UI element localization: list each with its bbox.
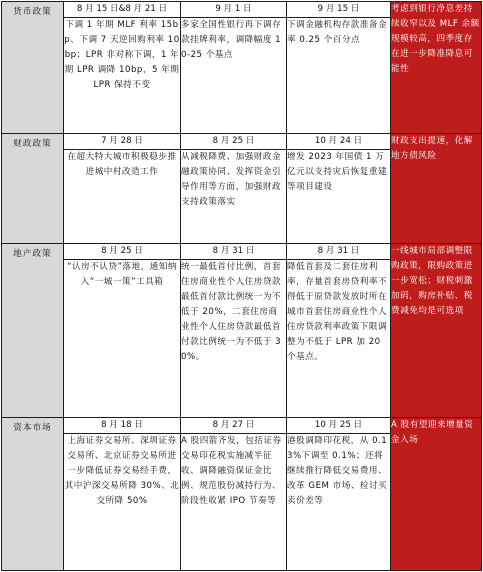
date-label: 8 月 31 日 <box>212 246 255 256</box>
content-cell: 上海证券交易所、深圳证券交易所、北京证券交易所进一步降低证券交易经手费，其中沪深交易所降 30%、北交所降 50% <box>64 434 181 571</box>
content-cell: 下调 1 年期 MLF 利率 15bp、下调 7 天逆回购利率 10bp；LPR 非对称下调，1 年期 LPR 调降 10bp，5 年期 LPR 保持不变 <box>64 18 181 134</box>
content-cell: 下调金融机构存款准备金率 0.25 个百分点 <box>287 18 391 134</box>
content-cell: 增发 2023 年国债 1 万亿元以支持灾后恢复重建等项目建设 <box>287 150 391 244</box>
date-label: 10 月 25 日 <box>314 420 363 430</box>
remark-cell-capital-market <box>391 418 482 571</box>
monetary-policy-date-row <box>2 2 482 18</box>
category-label: 货币政策 <box>13 7 52 17</box>
date-cell <box>64 418 181 434</box>
date-cell <box>181 134 287 150</box>
category-cell-monetary <box>2 2 64 134</box>
fiscal-policy-date-row <box>2 134 482 150</box>
content-cell: 多家全国性银行再下调存款挂牌利率，调降幅度 10-25 个基点 <box>181 18 287 134</box>
date-cell <box>64 2 181 18</box>
content-cell: 统一最低首付比例，首套住房商业性个人住房贷款最低首付款比例统一为不低于 20%，二套住房商业性个人住房贷款最低首付款比例统一为不低于 30%。 <box>181 260 287 418</box>
date-label: 8 月 25 日 <box>101 246 143 256</box>
date-label: 8 月 18 日 <box>101 420 143 430</box>
date-label: 8 月 15 日&8 月 21 日 <box>76 4 168 14</box>
date-label: 8 月 31 日 <box>317 246 360 256</box>
content-cell: 在超大特大城市积极稳步推进城中村改造工作 <box>64 150 181 244</box>
policy-table <box>1 1 482 571</box>
category-cell-capital-market <box>2 418 64 571</box>
date-cell <box>287 2 391 18</box>
content-cell: “认房不认贷”落地，通知纳入“一城一策”工具箱 <box>64 260 181 418</box>
remark-text: 财政支出提速，化解地方债风险 <box>391 136 473 161</box>
remark-text: A 股有望迎来增量资金入场 <box>391 420 474 445</box>
content-cell: 从减税降费、加强财政金融政策协同、发挥资金引导作用等方面，加强财政支持政策落实 <box>181 150 287 244</box>
date-cell <box>287 134 391 150</box>
date-label: 9 月 15 日 <box>317 4 360 14</box>
category-label: 财政政策 <box>13 139 52 149</box>
date-cell <box>287 244 391 260</box>
content-cell: 港股调降印花税，从 0.13%下调至 0.1%；还将继续推行降低交易费用、改革 GEM 市场、检讨买卖价差等 <box>287 434 391 571</box>
capital-market-date-row <box>2 418 482 434</box>
date-label: 10 月 24 日 <box>314 136 363 146</box>
remark-cell-monetary <box>391 2 482 134</box>
remark-text: 考虑到银行净息差持续收窄以及 MLF 余额规模较高，四季度存在进一步降准降息可能性 <box>391 4 480 74</box>
date-label: 8 月 27 日 <box>212 420 255 430</box>
date-label: 8 月 25 日 <box>212 136 255 146</box>
date-cell <box>64 244 181 260</box>
date-cell <box>287 418 391 434</box>
category-label: 资本市场 <box>13 423 52 433</box>
category-cell-property <box>2 244 64 418</box>
content-cell: A 股四箭齐发，包括证券交易印花税实施减半征收、调降融资保证金比例、规范股份减持行为、阶段性收紧 IPO 节奏等 <box>181 434 287 571</box>
date-cell <box>64 134 181 150</box>
date-label: 7 月 28 日 <box>101 136 143 146</box>
date-cell <box>181 2 287 18</box>
category-cell-fiscal <box>2 134 64 244</box>
remark-text: 一线城市局部调整限购政策，限购政策进一步宽松；财税刺激加码，购房补贴、税费减免均是可选项 <box>391 246 473 316</box>
property-policy-date-row <box>2 244 482 260</box>
date-label: 9 月 1 日 <box>215 4 252 14</box>
date-cell <box>181 244 287 260</box>
category-label: 地产政策 <box>13 249 52 259</box>
remark-cell-property <box>391 244 482 418</box>
date-cell <box>181 418 287 434</box>
remark-cell-fiscal <box>391 134 482 244</box>
content-cell: 降低首套及二套住房利率，存量首套房贷利率不得低于原贷款发放时所在城市首套住房商业性个人住房贷款利率政策下限调整为不低于 LPR 加 20 个基点。 <box>287 260 391 418</box>
